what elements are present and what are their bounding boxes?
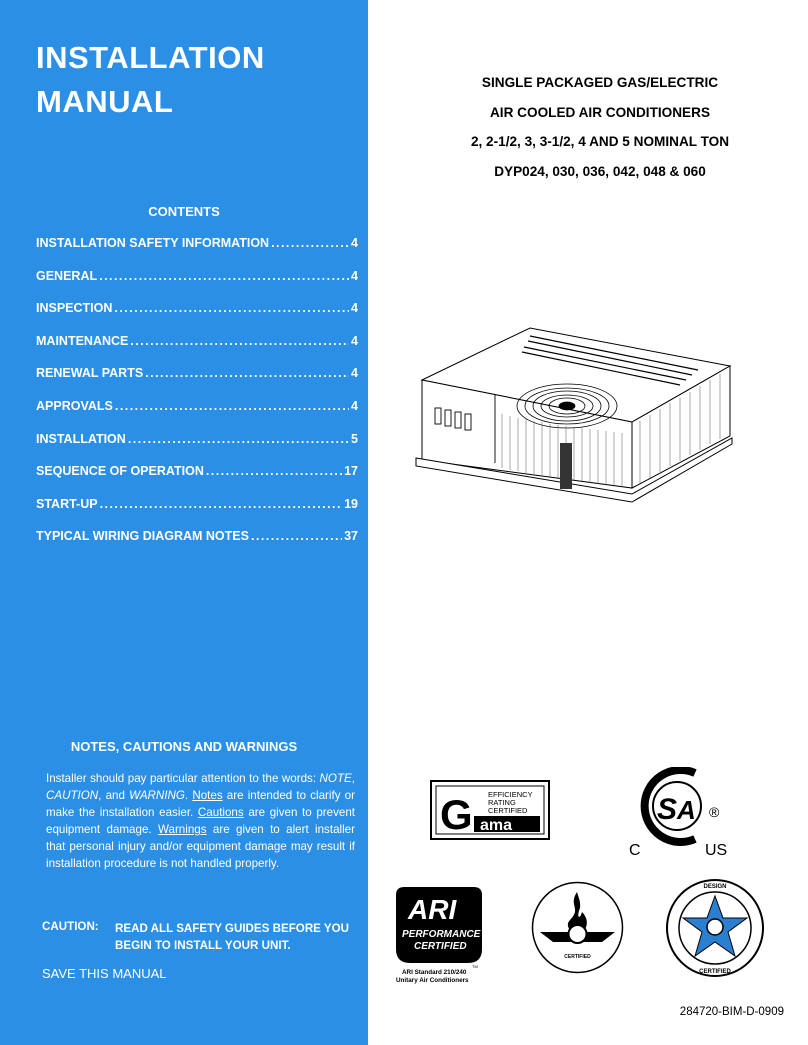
notes-text: Installer should pay particular attention to the words:: [46, 772, 320, 785]
toc-leader-dots: [206, 464, 342, 478]
toc-item-page: 19: [344, 496, 358, 511]
gama-word: ama: [480, 817, 513, 834]
air-conditioner-unit-illustration: [410, 318, 736, 518]
toc-leader-dots: [271, 236, 349, 250]
gama-text3: CERTIFIED: [488, 806, 528, 815]
notes-heading: NOTES, CAUTIONS AND WARNINGS: [70, 739, 298, 754]
toc-leader-dots: [128, 432, 349, 446]
gama-efficiency-logo: [430, 780, 550, 840]
toc-item-label: INSPECTION: [36, 301, 113, 316]
product-line4: DYP024, 030, 036, 042, 048 & 060: [494, 163, 706, 179]
gama-letter: G: [440, 791, 473, 838]
toc-leader-dots: [130, 334, 349, 348]
ari-units: Unitary Air Conditioners: [396, 977, 469, 984]
caution-word: CAUTION: [46, 789, 99, 802]
toc-leader-dots: [99, 269, 349, 283]
toc-item-label: SEQUENCE OF OPERATION: [36, 464, 204, 479]
design-certified-star-seal-logo: [665, 878, 765, 978]
csa-c: C: [629, 842, 641, 859]
toc-item[interactable]: [36, 529, 358, 562]
ari-standard: ARI Standard 210/240: [402, 969, 467, 976]
gama-text2: RATING: [488, 798, 516, 807]
manual-title-line1: INSTALLATION: [36, 40, 265, 75]
ari-word: ARI: [408, 894, 457, 925]
cautions-link[interactable]: Cautions: [197, 806, 244, 819]
manual-title: [36, 36, 265, 124]
gama-text1: EFFICIENCY: [488, 790, 533, 799]
notes-text: are given to alert installer that personal injury and/or equipment damage may result if installation procedure is not handled properly.: [46, 823, 355, 870]
toc-item[interactable]: [36, 399, 358, 432]
seal2-top: DESIGN: [703, 884, 727, 890]
notes-text: , and: [98, 789, 130, 802]
toc-item[interactable]: [36, 497, 358, 530]
seal1-text: CERTIFIED: [564, 954, 591, 960]
toc-item-label: MAINTENANCE: [36, 333, 129, 348]
product-line3: 2, 2-1/2, 3, 3-1/2, 4 AND 5 NOMINAL TON: [470, 134, 730, 149]
csa-us: US: [705, 842, 728, 859]
toc-item-page: 4: [351, 236, 358, 250]
toc-item-label: GENERAL: [36, 268, 98, 283]
notes-text: ,: [351, 772, 355, 785]
toc-item-page: 4: [351, 301, 358, 316]
caution-block: [42, 920, 365, 954]
toc-item-page: 4: [351, 398, 358, 413]
product-line1: SINGLE PACKAGED GAS/ELECTRIC: [481, 75, 719, 90]
toc-item[interactable]: [36, 236, 358, 269]
notes-link[interactable]: Notes: [192, 789, 223, 802]
toc-item-page: 4: [351, 268, 358, 283]
manual-title-line2: MANUAL: [36, 84, 174, 119]
toc-item[interactable]: [36, 269, 358, 302]
product-line2: AIR COOLED AIR CONDITIONERS: [489, 104, 711, 120]
toc-item[interactable]: [36, 334, 358, 367]
csa-certification-logo: [625, 767, 745, 862]
left-blue-panel: [0, 0, 368, 1045]
toc-item-label: APPROVALS: [36, 398, 113, 413]
toc-item-page: 17: [344, 464, 358, 479]
notes-text: .: [184, 789, 193, 802]
table-of-contents: [36, 236, 358, 562]
warnings-link[interactable]: Warnings: [157, 823, 207, 836]
seal2-bottom: CERTIFIED: [699, 969, 731, 975]
ari-performance-certified-logo: [394, 885, 484, 985]
note-word: NOTE: [319, 772, 352, 785]
save-manual-text: SAVE THIS MANUAL: [42, 966, 167, 981]
toc-leader-dots: [251, 529, 342, 543]
toc-leader-dots: [100, 497, 343, 511]
toc-leader-dots: [145, 366, 349, 380]
toc-item[interactable]: [36, 366, 358, 399]
notes-paragraph: [46, 770, 355, 872]
toc-item-page: 4: [351, 366, 358, 381]
csa-reg: ®: [709, 804, 720, 820]
document-code: 284720-BIM-D-0909: [679, 1006, 784, 1018]
toc-item-label: START-UP: [36, 496, 98, 511]
warning-word: WARNING: [129, 789, 185, 802]
caution-text: READ ALL SAFETY GUIDES BEFORE YOU BEGIN TO INSTALL YOUR UNIT.: [115, 922, 350, 952]
caution-label: CAUTION:: [42, 920, 99, 933]
csa-flame-seal-logo: [530, 880, 625, 975]
toc-item-label: INSTALLATION: [36, 431, 126, 446]
svg-text:A: A: [677, 795, 696, 825]
toc-item[interactable]: [36, 464, 358, 497]
toc-leader-dots: [114, 301, 349, 315]
ari-cert: CERTIFIED: [414, 941, 467, 952]
ari-tm: TM: [472, 964, 478, 969]
toc-item-page: 4: [351, 333, 358, 348]
toc-item-label: RENEWAL PARTS: [36, 366, 144, 381]
notes-text: are intended to clarify or make the installation easier.: [46, 789, 355, 819]
product-title: [400, 68, 800, 186]
toc-leader-dots: [115, 399, 349, 413]
notes-text: are given to prevent equipment damage.: [46, 806, 356, 836]
contents-heading: CONTENTS: [148, 204, 220, 219]
svg-text:S: S: [657, 793, 678, 826]
toc-item[interactable]: [36, 432, 358, 465]
toc-item-label: INSTALLATION SAFETY INFORMATION: [36, 236, 270, 250]
toc-item-page: 37: [344, 529, 358, 544]
toc-item-page: 5: [351, 431, 358, 446]
toc-item[interactable]: [36, 301, 358, 334]
ari-perf: PERFORMANCE: [402, 929, 481, 940]
toc-item-label: TYPICAL WIRING DIAGRAM NOTES: [36, 529, 249, 544]
